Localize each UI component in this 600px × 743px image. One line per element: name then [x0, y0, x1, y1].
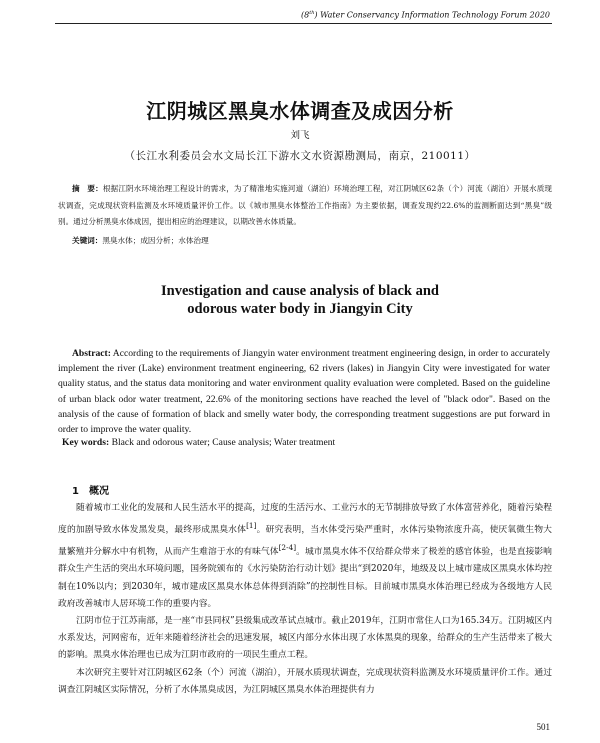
abstract-chinese-label: 摘 要：: [72, 184, 103, 193]
body-paragraph-1: [58, 500, 552, 613]
citation-ref-1: [1]: [246, 521, 257, 531]
journal-header: [301, 10, 550, 20]
body-paragraph-2: 江阴市位于江苏南部，是一座“市县同权”县级集成改革试点城市。截止2019年，江阴市常住人口为165.34万。江阴城区内水系发达，河网密布，近年来随着经济社会的迅速发展，城区内部分水体出现了水体黑臭的现象，给群众的生产生活带来了极大的影响。黑臭水体治理也已成为江阴市政府的一项民生重点工程。: [58, 616, 552, 661]
abstract-english-label: Abstract:: [72, 348, 111, 359]
author-affiliation: （长江水利委员会水文局长江下游水文水资源勘测局，南京，210011）: [124, 150, 476, 162]
abstract-chinese: [58, 181, 552, 231]
keywords-english-text: Black and odorous water; Cause analysis; Water treatment: [111, 437, 336, 448]
abstract-english-text: According to the requirements of Jiangyin water environment treatment engineering design, in order to accurately implement the river (Lake) environment treatment engineering, 62 rivers (lakes) in Jiangyin City were investigated for water quality status, and the status data monitoring and water environment quality evaluation were completed. Based on the guideline of urban black odor water treatment, 22.6% of the monitoring sections have reached the level of "black odor". Based on the analysis of the cause of formation of black and smelly water body, the corresponding treatment suggestions are put forward in order to improve the water quality.: [58, 348, 550, 436]
para1-part-c: 。城市黑臭水体不仅给群众带来了极差的感官体验，也是直接影响群众生产生活的突出水环境问题，国务院颁布的《水污染防治行动计划》提出“到2020年，地级及以上城市建成区黑臭水体均控制在10%以内；到2030年，城市建成区黑臭水体总体得到消除”的控制性目标。目前城市黑臭水体治理已经成为各级地方人民政府改善城市人居环境工作的重要内容。: [58, 547, 552, 609]
section-number: 1: [72, 486, 79, 497]
keywords-chinese-text: 黑臭水体；成因分析；水体治理: [102, 236, 209, 245]
para1-part-b: 。研究表明，当水体受污染严重时，水体污染物浓度升高，使厌氧微生物大量繁殖并分解水中有机物，从而产生难溶于水的有味气体: [58, 525, 552, 558]
abstract-chinese-text: 根据江阴水环境治理工程设计的需求，为了精准地实施河道（湖泊）环境治理工程，对江阴城区62条（个）河流（湖泊）开展水质现状调查，完成现状资料监测及水环境质量评价工作。以《城市黑臭水体整治工作指南》为主要依据，调查发现约22.6%的监测断面达到“黑臭”级别。通过分析黑臭水体成因，提出相应的治理建议，以期改善水体质量。: [58, 184, 553, 226]
keywords-english-label: Key words:: [62, 437, 110, 448]
body-paragraph-3: 本次研究主要针对江阴城区62条（个）河流（湖泊），开展水质现状调查，完成现状资料监测及水环境质量评价工作。通过调查江阴城区实际情况，分析了水体黑臭成因，为江阴城区黑臭水体治理提供有力: [58, 667, 552, 695]
paper-title-chinese: 江阴城区黑臭水体调查及成因分析: [146, 99, 454, 123]
abstract-english: [58, 346, 550, 437]
title-english-line1: Investigation and cause analysis of black and: [161, 283, 439, 299]
keywords-chinese-label: 关键词：: [72, 236, 103, 245]
title-english-line2: odorous water body in Jiangyin City: [187, 301, 413, 317]
section-title: 概况: [88, 486, 109, 497]
citation-ref-2: [2-4]: [278, 543, 297, 553]
keywords-english: [62, 437, 335, 448]
para1-part-a: 随着城市工业化的发展和人民生活水平的提高，过度的生活污水、工业污水的无节制排放导致了水体富营养化，随着污染程度的加剧导致水体发黑发臭，最终形成黑臭水体: [58, 503, 552, 536]
page-number: 501: [536, 722, 550, 732]
paper-title-english: [0, 282, 600, 318]
author-name: 刘飞: [290, 130, 310, 141]
journal-ordinal: th: [309, 10, 315, 16]
keywords-chinese: [72, 235, 209, 246]
journal-name: ) Water Conservancy Information Technology Forum 2020: [314, 10, 550, 20]
body-text: [58, 500, 552, 699]
header-rule: [55, 23, 552, 24]
section-heading: [72, 482, 109, 497]
journal-prefix: (8: [300, 10, 310, 20]
